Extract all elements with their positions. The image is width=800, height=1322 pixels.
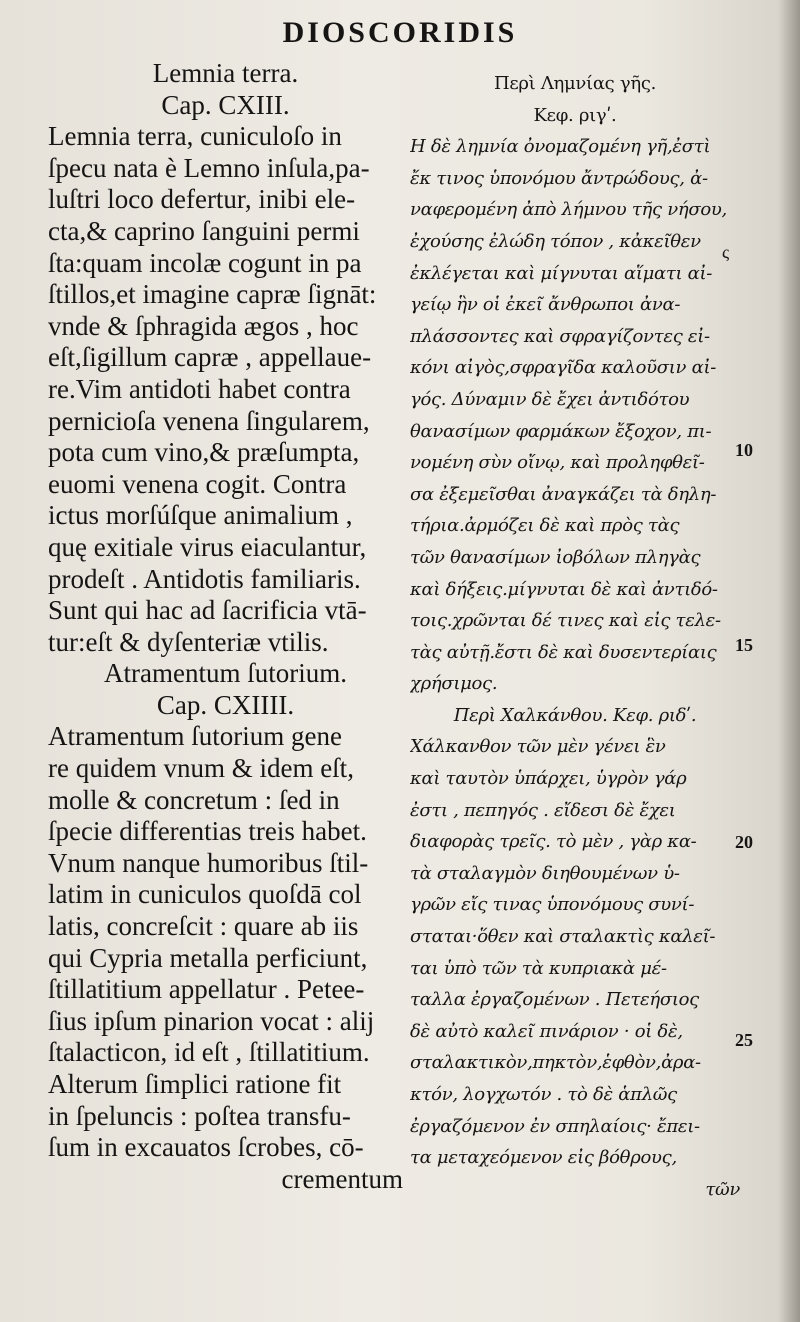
latin-text-line: ſum in excauatos ſcrobes, cō- — [48, 1132, 364, 1163]
greek-text-line: κτόν, λογχωτόν . τὸ δὲ ἁπλῶς — [410, 1084, 677, 1105]
latin-text-line: ſpecu nata è Lemno inſula,pa- — [48, 152, 370, 183]
latin-text-line: latis, concreſcit : quare ab iis — [48, 911, 359, 942]
latin-text-line: ſta:quam incolæ cogunt in pa — [48, 247, 362, 278]
latin-text-line: in ſpeluncis : poſtea transfu- — [48, 1100, 351, 1131]
latin-text-line: luſtri loco defertur, inibi ele- — [48, 184, 356, 215]
greek-text-line: σα ἐξεμεῖσθαι ἀναγκάζει τὰ δηλη- — [410, 483, 717, 505]
latin-text-line: ſpecie differentias treis habet. — [48, 816, 367, 847]
greek-text-line: ἐργαζόμενον ἐν σπηλαίοις· ἔπει- — [410, 1115, 700, 1137]
latin-heading-line: Cap. CXIII. — [161, 89, 290, 120]
greek-heading-line: Περὶ Λημνίας γῆς. — [493, 73, 657, 94]
greek-text-line: ναφερομένη ἀπὸ λήμνου τῆς νήσου, — [410, 199, 727, 221]
latin-text-line: prodeſt . Antidotis familiaris. — [48, 563, 361, 594]
latin-text-line: crementum — [281, 1163, 403, 1194]
greek-column — [410, 68, 740, 1205]
running-header: DIOSCORIDIS — [282, 16, 518, 49]
greek-text-line: πλάσσοντες καὶ σφραγίζοντες εἰ- — [410, 325, 710, 347]
greek-text-line: ἐστι , πεπηγός . εἴδεσι δὲ ἔχει — [410, 799, 676, 821]
latin-heading-line: Cap. CXIIII. — [156, 689, 295, 720]
greek-text-line: ἐχούσης ἐλώδη τόπον , κἀκεῖθεν — [410, 230, 701, 252]
greek-text-line: δὲ αὐτὸ καλεῖ πινάριον · οἱ δὲ, — [410, 1020, 683, 1042]
margin-marker: ς — [722, 242, 730, 262]
greek-text-line: νομένη σὺν οἴνῳ, καὶ προληφθεῖ- — [410, 452, 705, 474]
margin-line-number: 20 — [735, 832, 753, 852]
latin-text-line: ſtillos,et imagine capræ ſignāt: — [48, 279, 377, 310]
latin-text-line: quę exitiale virus eiaculantur, — [48, 531, 367, 562]
latin-text-line: Alterum ſimplici ratione fit — [48, 1069, 342, 1099]
greek-text-line: Χάλκανθον τῶν μὲν γένει ἓν — [410, 736, 666, 758]
greek-text-line: κόνι αἰγὸς,σφραγῖδα καλοῦσιν αἰ- — [410, 357, 716, 379]
latin-heading-line: Lemnia terra. — [152, 58, 299, 88]
latin-text-line: eſt,ſigillum capræ , appellaue- — [48, 342, 372, 373]
latin-column — [48, 58, 403, 1195]
latin-text-line: cta,& caprino ſanguini permi — [48, 215, 360, 246]
latin-text-line: qui Cypria metalla perficiunt, — [48, 942, 368, 973]
greek-text-line: τὰ σταλαγμὸν διηθουμένων ὑ- — [410, 862, 680, 884]
greek-text-line: Η δὲ λημνία ὀνομαζομένη γῆ,ἐστὶ — [410, 136, 711, 158]
greek-text-line: καὶ δήξεις.μίγνυται δὲ καὶ ἀντιδό- — [410, 578, 718, 600]
latin-text-line: re.Vim antidoti habet contra — [48, 373, 351, 404]
latin-text-line: tur:eſt & dyſenteriæ vtilis. — [48, 626, 329, 657]
margin-line-number: 15 — [735, 635, 753, 655]
greek-text-line: γρῶν εἴς τινας ὑπονόμους συνί- — [410, 894, 695, 916]
latin-heading-line: Atramentum ſutorium. — [104, 658, 347, 689]
latin-text-line: ſtillatitium appellatur . Petee- — [48, 974, 365, 1005]
greek-heading-line: Κεφ. ριγʹ. — [533, 104, 617, 126]
latin-text-line: Sunt qui hac ad ſacrificia vtā- — [48, 595, 367, 626]
latin-text-line: vnde & ſphragida ægos , hoc — [48, 310, 359, 341]
latin-text-line: Vnum nanque humoribus ſtil- — [48, 847, 369, 878]
greek-text-line: τῶν — [705, 1178, 740, 1200]
greek-text-line: τῶν θανασίμων ἰοβόλων πληγὰς — [410, 546, 701, 568]
latin-text-line: molle & concretum : ſed in — [48, 784, 340, 815]
latin-text-line: euomi venena cogit. Contra — [48, 468, 347, 499]
greek-text-line: θανασίμων φαρμάκων ἔξοχον, πι- — [410, 420, 712, 442]
greek-text-line: καὶ ταυτὸν ὑπάρχει, ὑγρὸν γάρ — [410, 768, 687, 790]
margin-line-number: 25 — [735, 1030, 753, 1050]
latin-text-line: latim in cuniculos quoſdā col — [48, 879, 362, 910]
greek-text-line: σταλακτικὸν,πηκτὸν,ἑφθὸν,ἀρα- — [410, 1052, 701, 1074]
greek-text-line: τὰς αὐτῇ.ἔστι δὲ καὶ δυσεντερίαις — [410, 641, 717, 663]
greek-text-line: γός. Δύναμιν δὲ ἔχει ἀντιδότου — [410, 388, 690, 410]
latin-text-line: re quidem vnum & idem eſt, — [48, 753, 354, 784]
greek-text-line: τοις.χρῶνται δέ τινες καὶ εἰς τελε- — [410, 610, 721, 632]
latin-text-line: pota cum vino,& præſumpta, — [48, 437, 360, 468]
greek-text-line: σταται·ὅθεν καὶ σταλακτὶς καλεῖ- — [410, 926, 716, 948]
latin-text-line: pernicioſa venena ſingularem, — [48, 405, 370, 436]
latin-text-line: ſtalacticon, id eſt , ſtillatitium. — [48, 1037, 370, 1068]
latin-text-line: Atramentum ſutorium gene — [48, 721, 342, 752]
greek-text-line: χρήσιμος. — [410, 673, 498, 695]
latin-text-line: ſius ipſum pinarion vocat : alij — [48, 1005, 375, 1036]
greek-heading-line: Περὶ Χαλκάνθου. Κεφ. ριδʹ. — [453, 704, 697, 726]
greek-text-line: ταλλα ἐργαζομένων . Πετεήσιος — [410, 989, 699, 1011]
greek-text-line: τα μεταχεόμενον εἰς βόθρους, — [410, 1147, 677, 1169]
greek-text-line: ἔκ τινος ὑπονόμου ἄντρώδους, ἀ- — [410, 167, 708, 189]
greek-text-line: ται ὑπὸ τῶν τὰ κυπριακὰ μέ- — [410, 957, 667, 979]
margin-line-number: 10 — [735, 440, 753, 460]
latin-text-line: Lemnia terra, cuniculoſo in — [48, 121, 342, 152]
greek-text-line: τήρια.ἀρμόζει δὲ καὶ πρὸς τὰς — [410, 515, 680, 537]
greek-text-line: γείῳ ἣν οἱ ἐκεῖ ἄνθρωποι ἀνα- — [410, 294, 681, 316]
greek-text-line: ἐκλέγεται καὶ μίγνυται αἵματι αἰ- — [410, 262, 713, 284]
latin-text-line: ictus morſúſque animalium , — [48, 500, 353, 531]
page-edge-shadow — [778, 0, 800, 1322]
greek-text-line: διαφορὰς τρεῖς. τὸ μὲν , γὰρ κα- — [410, 831, 697, 853]
